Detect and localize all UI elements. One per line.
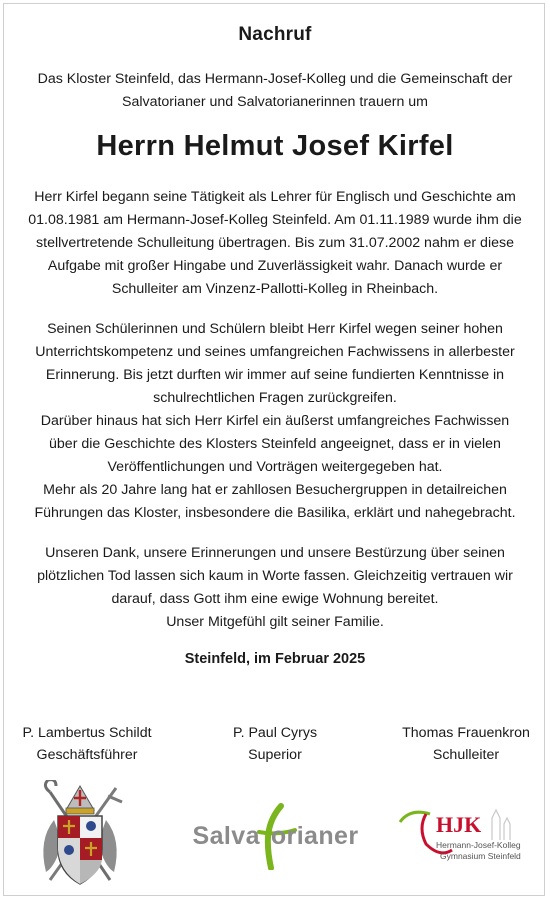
text-line: Darüber hinaus hat sich Herr Kirfel ein äußerst umfangreiches Fachwissen	[40, 413, 510, 429]
paragraph-career	[12, 186, 538, 301]
intro-line: Das Kloster Steinfeld, das Hermann-Josef-Kolleg und die Gemeinschaft der	[37, 71, 513, 87]
signatory	[371, 722, 550, 766]
signatory-role: Geschäftsführer	[36, 747, 138, 763]
notice-heading: Nachruf	[238, 24, 312, 45]
text-line: Veröffentlichungen und Vorträgen weitergegeben hat.	[107, 459, 443, 475]
text-line: Unseren Dank, unsere Erinnerungen und unsere Bestürzung über seinen	[45, 545, 505, 561]
text-line: 01.08.1981 am Hermann-Josef-Kolleg Steinfeld. Am 01.11.1989 wurde ihm die	[28, 212, 522, 228]
hjk-letters: HJK	[436, 812, 482, 837]
wordmark-part: Salva	[192, 822, 260, 850]
signatory	[0, 722, 182, 766]
text-line: schulrechtlichen Fragen zurückgreifen.	[153, 390, 397, 406]
text-line: Herr Kirfel begann seine Tätigkeit als Lehrer für Englisch und Geschichte am	[34, 189, 516, 205]
text-line: Erinnerung. Bis jetzt durften wir immer auf seine fundierten Kenntnisse in	[45, 367, 505, 383]
place-date: Steinfeld, im Februar 2025	[184, 651, 366, 667]
text-line: Seinen Schülerinnen und Schülern bleibt Herr Kirfel wegen seiner hohen	[47, 321, 503, 337]
hjk-line1: Hermann-Josef-Kolleg	[436, 840, 521, 850]
text-line: Unser Mitgefühl gilt seiner Familie.	[166, 614, 384, 630]
salvatorianer-wordmark	[183, 822, 368, 851]
signatory-name: P. Paul Cyrys	[232, 725, 318, 741]
text-line: Aufgabe mit großer Hingabe und Zuverlässigkeit wahr. Danach wurde er	[47, 258, 503, 274]
text-line: Mehr als 20 Jahre lang hat er zahllosen Besuchergruppen in detailreichen	[43, 482, 507, 498]
abbey-coat-of-arms-icon	[24, 780, 136, 890]
hjk-line2: Gymnasium Steinfeld	[440, 851, 521, 861]
deceased-name: Herrn Helmut Josef Kirfel	[96, 130, 454, 162]
text-line: Führungen das Kloster, insbesondere die Basilika, erklärt und nahegebracht.	[34, 505, 516, 521]
text-line: Unterrichtskompetenz und seines umfangreichen Fachwissens in allerbester	[35, 344, 515, 360]
text-line: plötzlichen Tod lassen sich kaum in Worte fassen. Gleichzeitig vertrauen wir	[37, 568, 513, 584]
wordmark-part: orianer	[270, 822, 359, 850]
intro-line: Salvatorianer und Salvatorianerinnen trauern um	[121, 94, 428, 110]
signatory	[180, 722, 370, 766]
text-line: Schulleiter am Vinzenz-Pallotti-Kolleg in Rheinbach.	[111, 281, 439, 297]
text-line: darauf, dass Gott ihm eine ewige Wohnung bereitet.	[111, 591, 439, 607]
signatory-name: P. Lambertus Schildt	[22, 725, 152, 741]
notice-intro	[20, 68, 530, 114]
signatory-role: Superior	[248, 747, 302, 763]
text-line: stellvertretende Schulleitung übertragen. Bis zum 31.07.2002 nahm er diese	[36, 235, 514, 251]
text-line: über die Geschichte des Klosters Steinfeld angeeignet, dass er in vielen	[49, 436, 501, 452]
signatory-role: Schulleiter	[432, 747, 500, 763]
salvatorianer-logo	[183, 800, 368, 870]
paragraph-tribute	[12, 318, 538, 525]
signatory-name: Thomas Frauenkron	[402, 725, 530, 741]
hjk-logo	[396, 800, 526, 870]
paragraph-condolence	[12, 542, 538, 634]
